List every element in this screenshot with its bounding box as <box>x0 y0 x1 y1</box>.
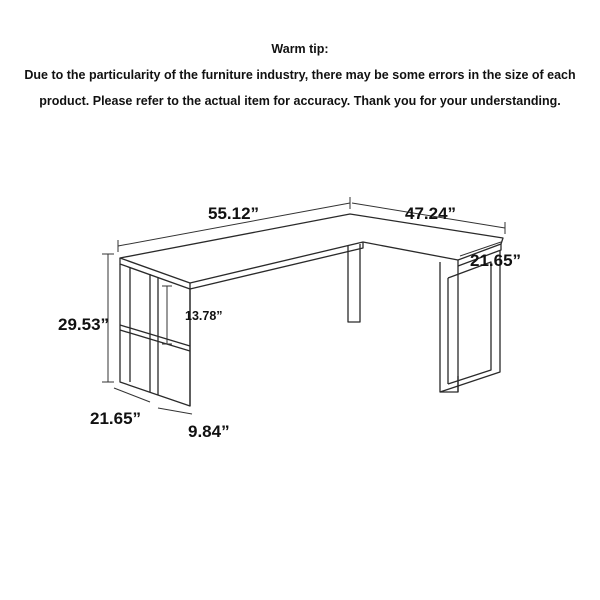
dim-height: 29.53” <box>58 315 110 334</box>
middle-leg <box>348 244 360 322</box>
warm-tip-title: Warm tip: <box>271 42 329 56</box>
desktop-edge <box>190 242 363 289</box>
dim-long-side-length: 55.12” <box>208 204 260 223</box>
right-leg-frame <box>440 262 458 392</box>
dim-shelf-height: 13.78” <box>185 309 223 323</box>
dim-long-side-depth: 21.65” <box>90 409 142 428</box>
warm-tip-line-1: Due to the particularity of the furniture industry, there may be some errors in the size of each <box>24 68 576 82</box>
dim-short-side-depth: 21.65” <box>470 251 522 270</box>
dimension-lines <box>102 197 505 414</box>
dim-short-side-length: 47.24” <box>405 204 457 223</box>
dim-shelf-width: 9.84” <box>188 422 230 441</box>
desktop-outline <box>120 214 503 283</box>
desk-drawing <box>120 214 503 406</box>
warm-tip-line-2: product. Please refer to the actual item for accuracy. Thank you for your understanding. <box>39 94 561 108</box>
